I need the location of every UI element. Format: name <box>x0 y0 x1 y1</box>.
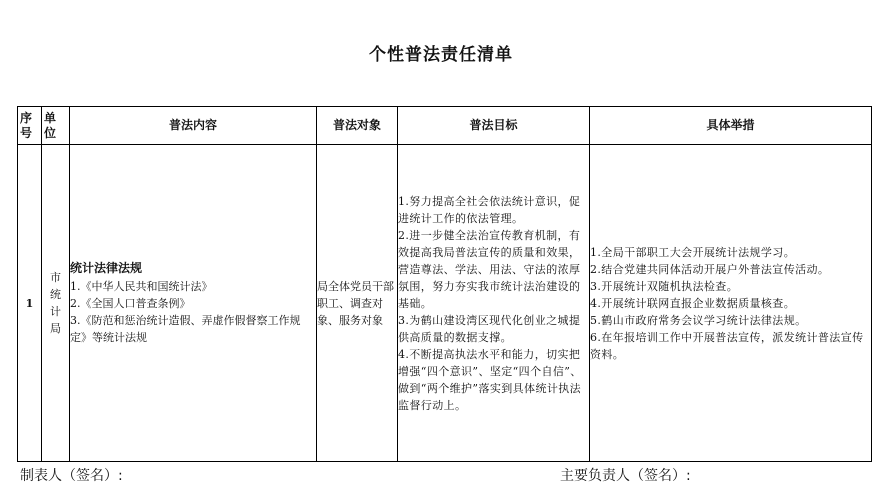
unit-char: 计 <box>50 305 61 318</box>
table-row <box>18 145 872 462</box>
content-item: 2.《全国人口普查条例》 <box>70 297 191 310</box>
page-title: 个性普法责任清单 <box>369 45 513 65</box>
goal-item: 2.进一步健全法治宣传教育机制，有效提高我局普法宣传的质量和效果，营造尊法、学法、用法、守法的浓厚氛围，努力夯实我市统计法治建设的基础。 <box>398 228 581 310</box>
measure-item: 6.在年报培训工作中开展普法宣传，派发统计普法宣传资料。 <box>590 330 864 361</box>
header-target: 普法对象 <box>317 107 398 145</box>
preparer-signature-label: 制表人（签名）: <box>20 468 123 484</box>
goal-item: 1.努力提高全社会依法统计意识，促进统计工作的依法管理。 <box>398 194 581 225</box>
header-index-line: 号 <box>20 125 33 140</box>
header-goal: 普法目标 <box>398 107 590 145</box>
unit-char: 市 <box>50 271 61 284</box>
unit-char: 局 <box>50 322 61 335</box>
unit-char: 统 <box>50 288 61 301</box>
measure-item: 4.开展统计联网直报企业数据质量核查。 <box>590 296 796 310</box>
row-measures <box>590 145 872 462</box>
measure-item: 2.结合党建共同体活动开展户外普法宣传活动。 <box>590 262 830 276</box>
row-content <box>70 145 317 462</box>
header-index-line: 序 <box>20 110 33 125</box>
header-measures: 具体举措 <box>590 107 872 145</box>
goal-item: 4.不断提高执法水平和能力，切实把增强“四个意识”、坚定“四个自信”、做到“两个维护”落实到具体统计执法监督行动上。 <box>398 347 582 412</box>
row-index: 1 <box>18 145 42 462</box>
principal-signature-label: 主要负责人（签名）: <box>560 468 691 484</box>
header-unit-line: 单 <box>44 110 57 125</box>
measure-item: 1.全局干部职工大会开展统计法规学习。 <box>590 245 796 259</box>
goal-item: 3.为鹤山建设湾区现代化创业之城提供高质量的数据支撑。 <box>398 313 581 344</box>
row-target: 局全体党员干部职工、调查对象、服务对象 <box>317 145 398 462</box>
header-unit <box>42 107 70 145</box>
header-content: 普法内容 <box>70 107 317 145</box>
content-title: 统计法律法规 <box>70 261 143 275</box>
measure-item: 5.鹤山市政府常务会议学习统计法律法规。 <box>590 313 807 327</box>
header-unit-line: 位 <box>44 125 57 140</box>
responsibility-table <box>17 106 872 462</box>
measure-item: 3.开展统计双随机执法检查。 <box>590 279 739 293</box>
row-unit <box>42 145 70 462</box>
content-item: 3.《防范和惩治统计造假、弄虚作假督察工作规定》等统计法规 <box>70 314 301 344</box>
table-header-row <box>18 107 872 145</box>
row-goal <box>398 145 590 462</box>
header-index <box>18 107 42 145</box>
content-item: 1.《中华人民共和国统计法》 <box>70 280 213 293</box>
